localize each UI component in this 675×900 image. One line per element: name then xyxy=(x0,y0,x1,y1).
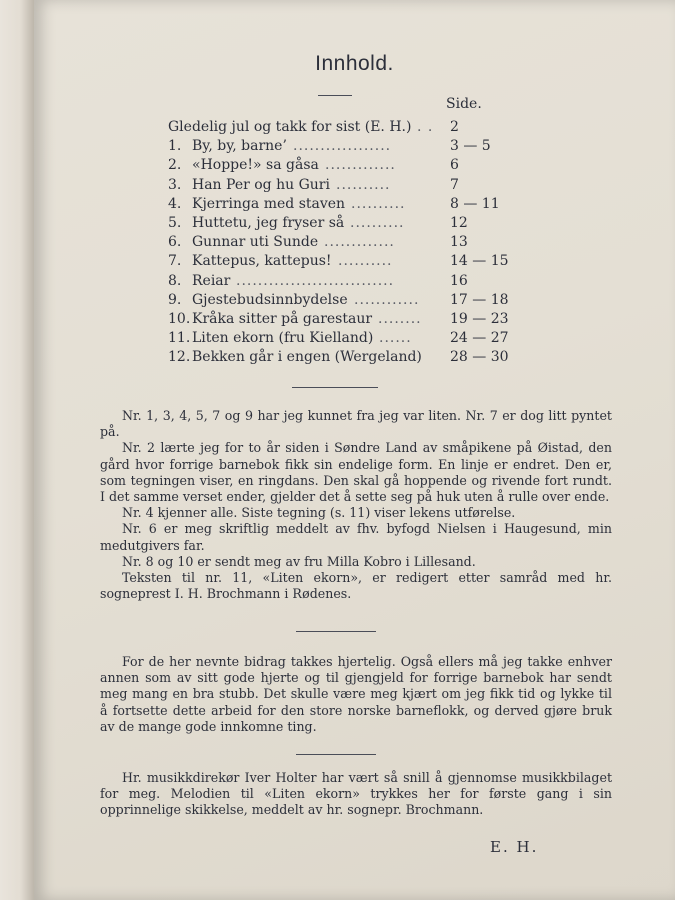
toc-title: Reiar xyxy=(192,272,231,289)
toc-number: 11. xyxy=(168,330,191,347)
toc-page-number: 14 — 15 xyxy=(450,253,509,270)
toc-row xyxy=(168,252,548,271)
toc-number: 5. xyxy=(168,214,182,231)
section-rule xyxy=(296,631,376,632)
toc-row xyxy=(168,233,548,252)
toc-page-number: 7 xyxy=(450,176,459,193)
toc-row xyxy=(168,291,548,310)
thanks-section xyxy=(100,654,612,735)
note-paragraph: Nr. 8 og 10 er sendt meg av fru Milla Kobro i Lillesand. xyxy=(122,553,476,569)
toc-number: 7. xyxy=(168,253,182,270)
page-column-header: Side. xyxy=(446,96,482,112)
toc-leader-dots: ............. xyxy=(324,234,395,251)
toc-row xyxy=(168,310,548,329)
toc-leader-dots: .................. xyxy=(293,138,392,155)
toc-row xyxy=(168,329,548,348)
toc-leader-dots: ............. xyxy=(325,157,396,174)
toc-leader-dots: .......... xyxy=(350,214,405,231)
table-of-contents xyxy=(168,118,548,367)
toc-leader-dots: .......... xyxy=(338,253,393,270)
toc-leader-dots: . . xyxy=(417,119,434,135)
toc-row xyxy=(168,118,548,137)
toc-title: Liten ekorn (fru Kielland) xyxy=(192,330,374,347)
toc-leader-dots: ........ xyxy=(378,310,422,327)
toc-title: Kattepus, kattepus! xyxy=(192,253,332,270)
toc-row xyxy=(168,137,548,156)
toc-row xyxy=(168,176,548,195)
music-paragraph: Hr. musikkdirekør Iver Holter har vært så snill å gjennomse musikkbilaget for meg. Melodien til «Liten ekorn» trykkes her for første gang i sin opprinnelige skikkelse, meddelt av hr. sognepr. Brochmann. xyxy=(100,770,612,818)
notes-section xyxy=(100,408,612,602)
note-paragraph: Teksten til nr. 11, «Liten ekorn», er redigert etter samråd med hr. sogneprest I. H. Brochmann i Rødenes. xyxy=(100,570,612,602)
toc-title: By, by, barne’ xyxy=(192,138,287,155)
music-section xyxy=(100,770,612,819)
page-title: Innhold. xyxy=(315,52,394,75)
toc-title: Gjestebudsinnbydelse xyxy=(192,291,348,308)
toc-number: 9. xyxy=(168,291,182,308)
toc-title: Huttetu, jeg fryser så xyxy=(192,214,345,231)
toc-page-number: 2 xyxy=(450,119,459,135)
toc-number: 2. xyxy=(168,157,182,174)
toc-title: «Hoppe!» sa gåsa xyxy=(192,157,319,174)
toc-page-number: 6 xyxy=(450,157,459,174)
toc-leader-dots: .......... xyxy=(336,176,391,193)
toc-row xyxy=(168,214,548,233)
toc-page-number: 13 xyxy=(450,234,468,251)
note-paragraph: Nr. 4 kjenner alle. Siste tegning (s. 11) viser lekens utførelse. xyxy=(122,505,516,521)
toc-leader-dots: .......... xyxy=(351,195,406,212)
toc-number: 1. xyxy=(168,138,182,155)
toc-title: Kråka sitter på garestaur xyxy=(192,310,373,327)
note-paragraph: Nr. 2 lærte jeg for to år siden i Søndre Land av småpikene på Øistad, den gård hvor forrige barnebok fikk sin endelige form. En linje er endret. Den er, som tegningen viser, en ringdans. Den skal gå hoppende og rivende fort rundt. I det samme verset ender, gjelder det å sette seg på huk uten å rulle over ende. xyxy=(100,440,612,505)
toc-title: Gunnar uti Sunde xyxy=(192,234,319,251)
toc-leader-dots: ...... xyxy=(379,330,412,347)
book-page xyxy=(34,0,675,900)
toc-row xyxy=(168,195,548,214)
toc-number: 6. xyxy=(168,234,182,251)
note-paragraph: Nr. 6 er meg skriftlig meddelt av fhv. byfogd Nielsen i Haugesund, min medutgivers far. xyxy=(100,521,612,553)
toc-row xyxy=(168,272,548,291)
note-paragraph: Nr. 1, 3, 4, 5, 7 og 9 har jeg kunnet fra jeg var liten. Nr. 7 er dog litt pyntet på. xyxy=(100,408,612,440)
toc-number: 8. xyxy=(168,272,182,289)
section-rule xyxy=(292,387,378,388)
toc-page-number: 16 xyxy=(450,272,468,289)
thanks-paragraph: For de her nevnte bidrag takkes hjertelig. Også ellers må jeg takke enhver annen som av sitt gode hjerte og til gjengjeld for forrige barnebok har sendt meg mang en bra stubb. Det skulle være meg kjært om jeg fikk tid og lykke til å fortsette dette arbeid for den store norske barneflokk, og derved gjøre bruk av de mange gode innkomne ting. xyxy=(100,654,612,734)
book-spine xyxy=(0,0,34,900)
toc-number: 10. xyxy=(168,310,191,327)
toc-number: 4. xyxy=(168,195,182,212)
toc-page-number: 8 — 11 xyxy=(450,195,500,212)
toc-page-number: 19 — 23 xyxy=(450,310,509,327)
toc-row xyxy=(168,348,548,367)
toc-page-number: 17 — 18 xyxy=(450,291,509,308)
toc-title: Bekken går i engen (Wergeland) xyxy=(192,349,422,366)
toc-page-number: 3 — 5 xyxy=(450,138,491,155)
toc-row xyxy=(168,156,548,175)
toc-leader-dots: ............ xyxy=(354,291,420,308)
toc-number: 12. xyxy=(168,349,191,366)
signature: E. H. xyxy=(490,838,539,856)
toc-page-number: 28 — 30 xyxy=(450,349,509,366)
toc-page-number: 12 xyxy=(450,214,468,231)
title-rule xyxy=(318,95,352,96)
toc-number: 3. xyxy=(168,176,182,193)
toc-title: Gledelig jul og takk for sist (E. H.) xyxy=(168,119,412,135)
toc-page-number: 24 — 27 xyxy=(450,330,509,347)
toc-title: Kjerringa med staven xyxy=(192,195,346,212)
toc-title: Han Per og hu Guri xyxy=(192,176,330,193)
toc-leader-dots: ............................. xyxy=(236,272,395,289)
section-rule xyxy=(296,754,376,755)
